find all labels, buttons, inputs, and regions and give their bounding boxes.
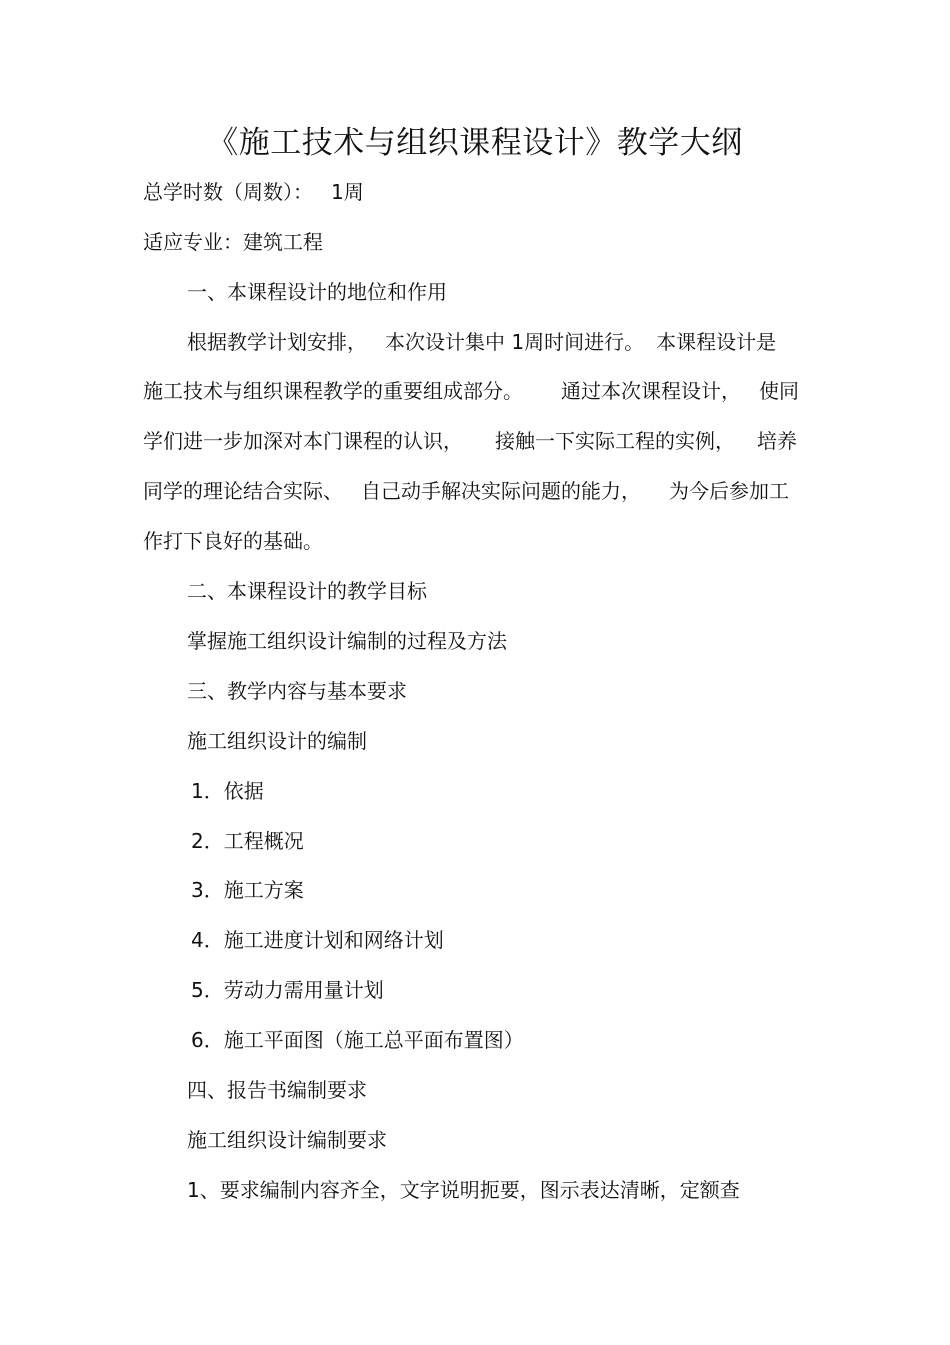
section1-para-line-5: 作打下良好的基础。 xyxy=(143,529,323,553)
para-segment: 接触一下实际工程的实例， xyxy=(495,429,735,453)
para-segment: 通过本次课程设计， xyxy=(561,379,741,403)
total-hours-label: 总学时数（周数）： xyxy=(143,180,313,204)
section2-body: 掌握施工组织设计编制的过程及方法 xyxy=(187,629,507,653)
para-segment: 本课程设计是 xyxy=(656,330,777,354)
para-segment: 自己动手解决实际问题的能力， xyxy=(361,479,641,503)
section1-para-line-1 xyxy=(187,327,776,357)
section4-heading: 四、报告书编制要求 xyxy=(187,1078,367,1102)
major-label: 适应专业： xyxy=(143,230,243,254)
list-item: 5．劳动力需用量计划 xyxy=(191,978,384,1002)
list-item: 2．工程概况 xyxy=(191,829,304,853)
list-item: 6．施工平面图（施工总平面布置图） xyxy=(191,1028,524,1052)
section1-para-line-3 xyxy=(143,426,797,456)
list-item: 3．施工方案 xyxy=(191,878,304,902)
para-segment: 同学的理论结合实际、 xyxy=(143,479,343,503)
para-segment: 本次设计集中 1周时间进行。 xyxy=(385,330,645,354)
total-hours-line xyxy=(143,177,364,207)
section1-para-line-2 xyxy=(143,376,799,406)
major-line xyxy=(143,227,323,257)
section4-item-1: 1、要求编制内容齐全，文字说明扼要，图示表达清晰，定额查 xyxy=(187,1178,740,1202)
section1-para-line-4 xyxy=(143,476,789,506)
document-title: 《施工技术与组织课程设计》教学大纲 xyxy=(207,125,743,161)
para-segment: 培养 xyxy=(757,429,797,453)
section2-heading: 二、本课程设计的教学目标 xyxy=(187,579,427,603)
major-value: 建筑工程 xyxy=(243,230,323,254)
section1-heading: 一、本课程设计的地位和作用 xyxy=(187,280,447,304)
para-segment: 使同 xyxy=(759,379,799,403)
para-segment: 根据教学计划安排， xyxy=(187,330,367,354)
section3-subheading: 施工组织设计的编制 xyxy=(187,729,367,753)
total-hours-value: 1周 xyxy=(331,180,364,204)
list-item: 4．施工进度计划和网络计划 xyxy=(191,928,444,952)
section4-subheading: 施工组织设计编制要求 xyxy=(187,1128,387,1152)
list-item: 1．依据 xyxy=(191,779,264,803)
para-segment: 施工技术与组织课程教学的重要组成部分。 xyxy=(143,379,523,403)
para-segment: 学们进一步加深对本门课程的认识， xyxy=(143,429,463,453)
para-segment: 为今后参加工 xyxy=(669,479,789,503)
section3-heading: 三、教学内容与基本要求 xyxy=(187,679,407,703)
